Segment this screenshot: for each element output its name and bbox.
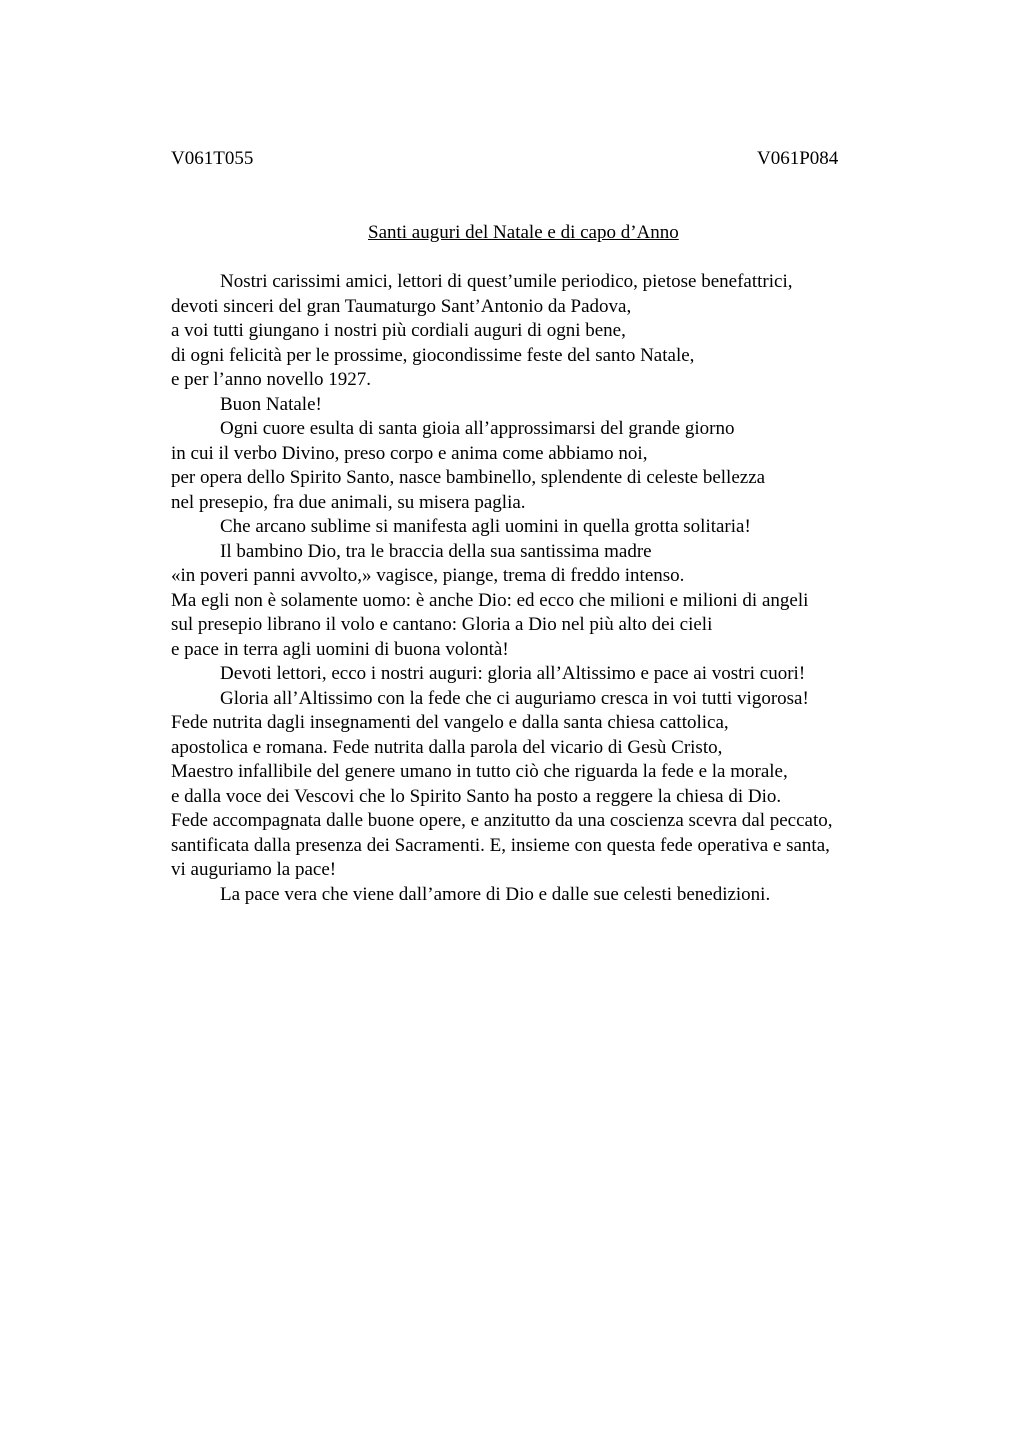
text-line: «in poveri panni avvolto,» vagisce, piange, trema di freddo intenso.: [171, 565, 685, 586]
article-body: [171, 270, 911, 907]
text-line: e dalla voce dei Vescovi che lo Spirito Santo ha posto a reggere la chiesa di Dio.: [171, 785, 782, 807]
text-line: e per l’anno novello 1927.: [171, 369, 371, 390]
text-line: Fede accompagnata dalle buone opere, e anzitutto da una coscienza scevra dal peccato,: [171, 810, 833, 831]
text-line: Fede nutrita dagli insegnamenti del vangelo e dalla santa chiesa cattolica,: [171, 712, 729, 733]
text-line: di ogni felicità per le prossime, giocondissime feste del santo Natale,: [171, 344, 695, 366]
text-line: a voi tutti giungano i nostri più cordiali auguri di ogni bene,: [171, 320, 626, 341]
text-line: Devoti lettori, ecco i nostri auguri: gloria all’Altissimo e pace ai vostri cuori!: [220, 663, 806, 684]
text-line: sul presepio librano il volo e cantano: Gloria a Dio nel più alto dei cieli: [171, 614, 713, 635]
text-line: Nostri carissimi amici, lettori di quest’umile periodico, pietose benefattrici,: [220, 271, 793, 292]
text-line: Ogni cuore esulta di santa gioia all’approssimarsi del grande giorno: [220, 418, 735, 439]
text-line: santificata dalla presenza dei Sacramenti. E, insieme con questa fede operativa e santa,: [171, 834, 830, 856]
text-line: Ma egli non è solamente uomo: è anche Dio: ed ecco che milioni e milioni di angeli: [171, 589, 809, 611]
page-code-right: V061P084: [757, 148, 839, 169]
text-line: e pace in terra agli uomini di buona volontà!: [171, 638, 509, 660]
text-line: apostolica e romana. Fede nutrita dalla parola del vicario di Gesù Cristo,: [171, 736, 723, 758]
article-title: Santi auguri del Natale e di capo d’Anno: [368, 222, 679, 243]
text-line: Gloria all’Altissimo con la fede che ci auguriamo cresca in voi tutti vigorosa!: [220, 687, 809, 709]
text-line: devoti sinceri del gran Taumaturgo Sant’Antonio da Padova,: [171, 295, 632, 317]
text-line: Buon Natale!: [220, 393, 322, 415]
text-line: La pace vera che viene dall’amore di Dio e dalle sue celesti benedizioni.: [220, 883, 771, 905]
text-line: Il bambino Dio, tra le braccia della sua santissima madre: [220, 540, 652, 562]
document-code-left: V061T055: [171, 148, 254, 169]
text-line: in cui il verbo Divino, preso corpo e anima come abbiamo noi,: [171, 442, 648, 464]
text-line: Maestro infallibile del genere umano in tutto ciò che riguarda la fede e la morale,: [171, 761, 788, 782]
text-line: nel presepio, fra due animali, su misera paglia.: [171, 491, 526, 513]
text-line: vi auguriamo la pace!: [171, 859, 337, 880]
text-line: Che arcano sublime si manifesta agli uomini in quella grotta solitaria!: [220, 516, 751, 537]
text-line: per opera dello Spirito Santo, nasce bambinello, splendente di celeste bellezza: [171, 467, 766, 488]
